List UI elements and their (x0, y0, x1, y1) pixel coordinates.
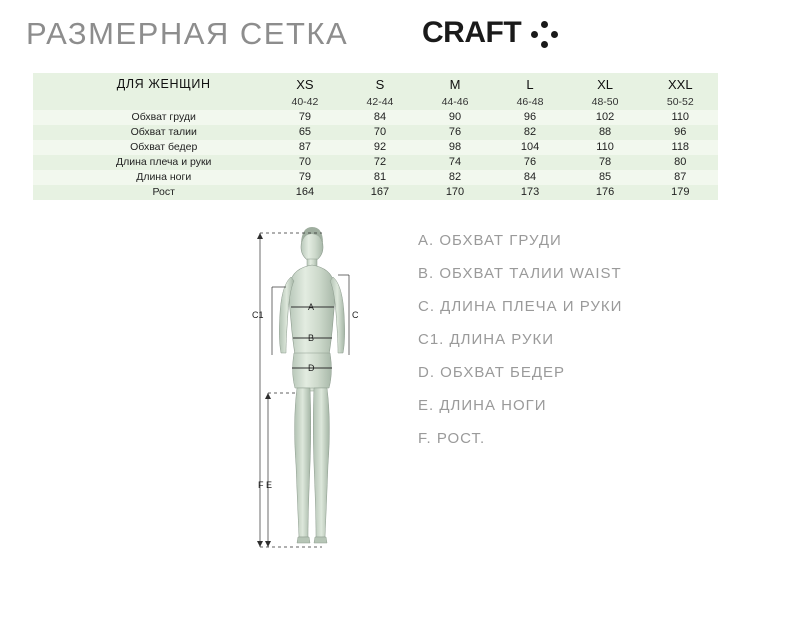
size-range-label (33, 95, 267, 110)
legend-item-c1: C1. ДЛИНА РУКИ (418, 331, 555, 348)
row-label: Длина плеча и руки (116, 156, 212, 168)
cell-value: 176 (595, 186, 615, 198)
cell-value: 170 (445, 186, 465, 198)
marker-f: F (258, 480, 264, 490)
brand-dots-icon (531, 21, 559, 49)
table-row (33, 125, 718, 140)
size-range-row (33, 95, 718, 110)
cell-value: 76 (448, 126, 462, 138)
table-row (33, 155, 718, 170)
marker-b: B (308, 333, 315, 343)
cell-value: 92 (373, 141, 387, 153)
marker-e: E (266, 480, 273, 490)
cell-value: 88 (598, 126, 612, 138)
cell-value: 80 (674, 156, 687, 168)
cell-value: 82 (523, 126, 537, 138)
cell-value: 87 (674, 171, 687, 183)
cell-value: 164 (295, 186, 315, 198)
page-title: РАЗМЕРНАЯ СЕТКА (26, 16, 349, 51)
cell-value: 72 (373, 156, 387, 168)
cell-value: 78 (598, 156, 612, 168)
table-row (33, 110, 718, 125)
row-label: Рост (152, 186, 175, 198)
size-header-xxl: XXL (668, 76, 693, 92)
cell-value: 65 (298, 126, 312, 138)
size-range-xxl: 50-52 (666, 96, 694, 108)
row-label: Обхват бедер (130, 141, 198, 153)
cell-value: 118 (671, 141, 690, 153)
legend-item-e: E. ДЛИНА НОГИ (418, 397, 547, 414)
measurement-legend (418, 232, 778, 463)
cell-value: 110 (596, 141, 614, 153)
row-label: Обхват талии (130, 126, 197, 138)
cell-value: 102 (595, 111, 615, 123)
legend-item-c: C. ДЛИНА ПЛЕЧА И РУКИ (418, 298, 623, 315)
size-range-s: 42-44 (366, 96, 394, 108)
cell-value: 96 (674, 126, 687, 138)
cell-value: 179 (671, 186, 690, 198)
size-table (33, 73, 718, 200)
cell-value: 79 (298, 171, 312, 183)
table-row (33, 140, 718, 155)
cell-value: 173 (520, 186, 540, 198)
size-header-l: L (526, 76, 534, 92)
size-header-xs: XS (296, 76, 314, 92)
cell-value: 104 (520, 141, 540, 153)
brand-name: CRAFT (422, 16, 522, 49)
size-header-xl: XL (597, 76, 614, 92)
cell-value: 96 (523, 111, 537, 123)
marker-a: A (308, 302, 315, 312)
table-title: ДЛЯ ЖЕНЩИН (116, 76, 211, 91)
marker-d: D (308, 363, 315, 373)
size-range-l: 46-48 (516, 96, 544, 108)
cell-value: 85 (598, 171, 612, 183)
size-range-m: 44-46 (441, 96, 469, 108)
cell-value: 84 (373, 111, 387, 123)
size-range-xs: 40-42 (291, 96, 319, 108)
cell-value: 98 (448, 141, 462, 153)
size-header-s: S (375, 76, 385, 92)
cell-value: 110 (671, 111, 690, 123)
cell-value: 70 (298, 156, 312, 168)
cell-value: 70 (373, 126, 387, 138)
legend-item-d: D. ОБХВАТ БЕДЕР (418, 364, 566, 381)
legend-item-b: B. ОБХВАТ ТАЛИИ WAIST (418, 265, 622, 282)
row-label: Обхват груди (131, 111, 196, 123)
cell-value: 74 (448, 156, 462, 168)
cell-value: 167 (370, 186, 390, 198)
size-header-m: M (449, 76, 461, 92)
table-row (33, 170, 718, 185)
row-label: Длина ноги (136, 171, 192, 183)
cell-value: 90 (448, 111, 462, 123)
page-header (0, 8, 799, 60)
table-header-row (33, 73, 718, 95)
cell-value: 79 (298, 111, 312, 123)
brand-logo (422, 16, 559, 50)
cell-value: 82 (448, 171, 462, 183)
legend-item-a: A. ОБХВАТ ГРУДИ (418, 232, 562, 249)
marker-c: C (352, 310, 359, 320)
cell-value: 81 (373, 171, 387, 183)
table-row (33, 185, 718, 200)
body-measurement-diagram (250, 225, 410, 570)
cell-value: 87 (298, 141, 312, 153)
cell-value: 76 (523, 156, 537, 168)
legend-item-f: F. РОСТ. (418, 430, 486, 447)
cell-value: 84 (523, 171, 537, 183)
size-range-xl: 48-50 (591, 96, 619, 108)
female-body-figure-icon (250, 225, 410, 570)
marker-c1: C1 (252, 310, 264, 320)
